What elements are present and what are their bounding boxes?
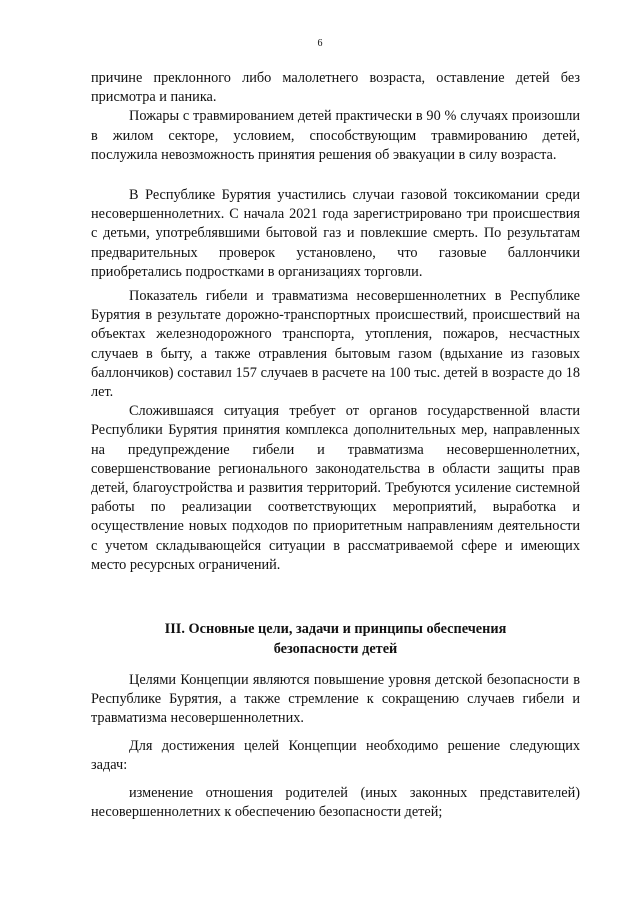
text-block-task-item	[91, 784, 580, 822]
paragraph: изменение отношения родителей (иных законных представителей) несовершеннолетних к обеспечению безопасности детей;	[91, 785, 580, 821]
paragraph: Для достижения целей Концепции необходимо решение следующих задач:	[91, 738, 580, 774]
section-heading-line1: III. Основные цели, задачи и принципы обеспечения	[164, 621, 507, 637]
paragraph: Показатель гибели и травматизма несовершеннолетних в Республике Бурятия в результате дорожно-транспортных происшествий, происшествий на объектах железнодорожного транспорта, утопления, пожаров, несчастных случаев в быту, а также отравления бытовым газом (вдыхание из газовых баллончиков) составил 157 случаев в расчете на 100 тыс. детей в возрасте до 18 лет.	[91, 288, 580, 401]
paragraph: В Республике Бурятия участились случаи газовой токсикомании среди несовершеннолетних. С начала 2021 года зарегистрировано три происшествия с детьми, употреблявшими бытовой газ и повлекшие смерть. По результатам предварительных проверок установлено, что газовые баллончики приобретались подростками в организациях торговли.	[91, 187, 580, 280]
text-block-tasks-intro	[91, 737, 580, 775]
text-block-fire	[91, 69, 580, 165]
paragraph: Пожары с травмированием детей практически в 90 % случаях произошли в жилом секторе, условием, способствующим травмированию детей, послужила невозможность принятия решения об эвакуации в силу возраста.	[91, 108, 580, 163]
paragraph: Целями Концепции являются повышение уровня детской безопасности в Республике Бурятия, а также стремление к сокращению случаев гибели и травматизма несовершеннолетних.	[91, 672, 580, 727]
page-number: 6	[317, 38, 323, 49]
text-block-goals	[91, 671, 580, 729]
section-heading	[91, 620, 580, 659]
paragraph: Сложившаяся ситуация требует от органов государственной власти Республики Бурятия принятия комплекса дополнительных мер, направленных на предупреждение гибели и травматизма несовершеннолетних, совершенствование регионального законодательства в области защиты прав детей, благоустройства и развития территорий. Требуются усиление системной работы по реализации соответствующих мероприятий, выработка и осуществление новых подходов по приоритетным направлениям деятельности с учетом складывающейся ситуации в рассматриваемой сфере и имеющих место ресурсных ограничений.	[91, 403, 580, 573]
paragraph: причине преклонного либо малолетнего возраста, оставление детей без присмотра и паника.	[91, 70, 580, 106]
section-heading-line2: безопасности детей	[273, 640, 398, 657]
text-block-statistics	[91, 287, 580, 575]
text-block-gas	[91, 186, 580, 282]
